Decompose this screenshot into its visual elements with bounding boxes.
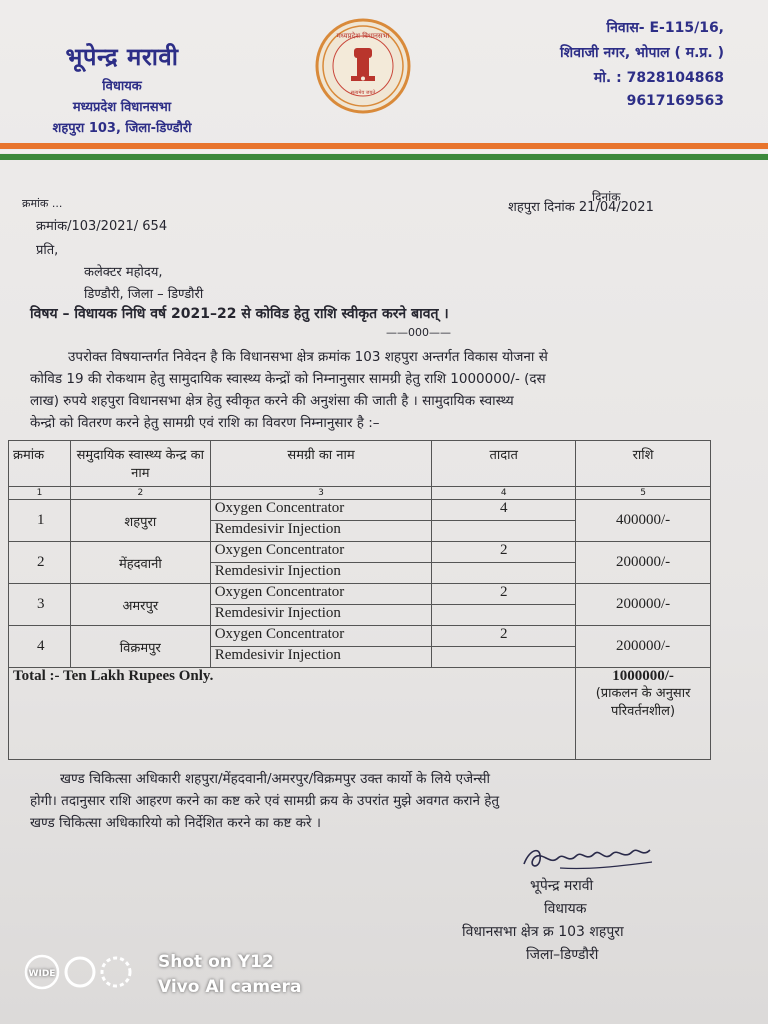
mobile-2: 9617169563 [626,93,724,109]
place-date: शहपुरा दिनांक 21/04/2021 [508,200,654,215]
row-4-amount: 200000/- [576,626,711,668]
address-line-2: शिवाजी नगर, भोपाल ( म.प्र. ) [560,45,724,61]
col-num-3: 3 [210,487,432,500]
row-4-item-2: Remdesivir Injection [210,647,432,668]
row-4-sno: 4 [9,626,71,668]
table-row [9,626,711,647]
addressee-line-2: डिण्डौरी, जिला – डिण्डौरी [84,287,204,302]
table-row [9,500,711,521]
table-row [9,542,711,563]
total-label: Total :- Ten Lakh Rupees Only. [9,668,576,760]
constituency-name: शहपुरा 103, जिला-डिण्डौरी [52,121,192,136]
col-num-1: 1 [9,487,71,500]
mla-name: भूपेन्द्र मरावी [65,43,179,71]
white-stripe [0,150,768,153]
row-4-centre: विक्रमपुर [70,626,210,668]
table-row [9,584,711,605]
assembly-seal-icon [314,16,412,116]
row-2-qty: 2 [432,542,576,563]
handwritten-signature [520,840,660,876]
row-4-qty-empty [432,647,576,668]
header-sno: क्रमांक [9,441,71,487]
total-row [9,668,711,760]
row-4-item-1: Oxygen Concentrator [210,626,432,647]
signatory-designation: विधायक [544,901,587,917]
row-3-qty-empty [432,605,576,626]
para1-line-3: लाख) रुपये शहपुरा विधानसभा क्षेत्र हेतु स्वीकृत करने की अनुशंसा की जाती है । सामुदायिक स्वास्थ्य [30,393,514,409]
green-stripe [0,154,768,160]
col-num-4: 4 [432,487,576,500]
mla-designation: विधायक [102,79,142,94]
table-header-row [9,441,711,487]
seal-text-top: मध्यप्रदेश विधानसभा [336,32,390,40]
seal-text-bottom: सत्यमेव जयते [350,90,376,96]
row-1-qty: 4 [432,500,576,521]
watermark-line-1: Shot on Y12 [158,952,274,972]
mobile-1: मो. : 7828104868 [593,70,724,86]
signatory-name: भूपेन्द्र मरावी [530,878,594,894]
signatory-constituency: विधानसभा क्षेत्र क्र 103 शहपुरा [462,924,624,940]
column-number-row [9,487,711,500]
body-paragraph-1 [30,346,730,434]
dinank-label: दिनांक [592,190,621,204]
row-2-item-2: Remdesivir Injection [210,563,432,584]
row-1-item-1: Oxygen Concentrator [210,500,432,521]
row-1-qty-empty [432,521,576,542]
allocation-table [8,440,711,760]
body-paragraph-2 [30,768,730,834]
header-amount: राशि [576,441,711,487]
signatory-district: जिला–डिण्डौरी [526,947,599,963]
header-item: समग्री का नाम [210,441,432,487]
total-amount: 1000000/- [612,668,674,684]
total-cell [576,668,711,760]
row-2-qty-empty [432,563,576,584]
para2-line-2: होगी। तदानुसार राशि आहरण करने का कष्ट करे एवं सामग्री क्रय के उपरांत मुझे अवगत कराने हेतु [30,793,500,809]
watermark-line-2: Vivo AI camera [158,977,302,997]
subject-line: विषय – विधायक निधि वर्ष 2021–22 से कोविड हेतु राशि स्वीकृत करने बावत् । [30,306,449,322]
separator: ——000—— [386,326,451,339]
para2-line-3: खण्ड चिकित्सा अधिकारियो को निर्देशित करने का कष्ट करे । [30,815,321,831]
saffron-stripe [0,143,768,149]
row-3-amount: 200000/- [576,584,711,626]
row-2-sno: 2 [9,542,71,584]
para1-line-4: केन्द्रो को वितरण करने हेतु सामग्री एवं राशि का विवरण निम्नानुसार है :– [30,415,380,431]
letterhead-right [560,18,724,115]
row-1-centre: शहपुरा [70,500,210,542]
row-3-sno: 3 [9,584,71,626]
camera-watermark [24,952,302,997]
row-3-item-1: Oxygen Concentrator [210,584,432,605]
address-line-1: निवास- E-115/16, [606,20,724,36]
letterhead-left [22,40,222,136]
header-qty: तादात [432,441,576,487]
row-1-item-2: Remdesivir Injection [210,521,432,542]
row-4-qty: 2 [432,626,576,647]
para2-line-1: खण्ड चिकित्सा अधिकारी शहपुरा/मेंहदवानी/अमरपुर/विक्रमपुर उक्त कार्यो के लिये एजेन्सी [60,771,491,787]
wide-badge-text: WIDE [28,969,56,979]
row-1-amount: 400000/- [576,500,711,542]
assembly-name: मध्यप्रदेश विधानसभा [72,100,172,115]
letter-number: क्रमांक/103/2021/ 654 [36,219,168,234]
addressee-line-1: कलेक्टर महोदय, [84,265,163,280]
row-3-qty: 2 [432,584,576,605]
row-2-centre: मेंहदवानी [70,542,210,584]
row-3-centre: अमरपुर [70,584,210,626]
vivo-wide-badge-icon [24,952,154,992]
header-centre: समुदायिक स्वास्थ्य केन्द्र का नाम [70,441,210,487]
kramank-label: क्रमांक ... [22,197,63,210]
total-note: (प्राकलन के अनुसार परिवर्तनशील) [595,686,691,719]
col-num-5: 5 [576,487,711,500]
row-2-item-1: Oxygen Concentrator [210,542,432,563]
para1-line-1: उपरोक्त विषयान्तर्गत निवेदन है कि विधानसभा क्षेत्र क्रमांक 103 शहपुरा अन्तर्गत विकास योजना से [68,349,548,365]
prati: प्रति, [36,243,59,258]
col-num-2: 2 [70,487,210,500]
row-2-amount: 200000/- [576,542,711,584]
row-3-item-2: Remdesivir Injection [210,605,432,626]
row-1-sno: 1 [9,500,71,542]
para1-line-2: कोविड 19 की रोकथाम हेतु सामुदायिक स्वास्थ्य केन्द्रों को निम्नानुसार सामग्री हेतु राशि 1000000/- (दस [30,371,546,387]
